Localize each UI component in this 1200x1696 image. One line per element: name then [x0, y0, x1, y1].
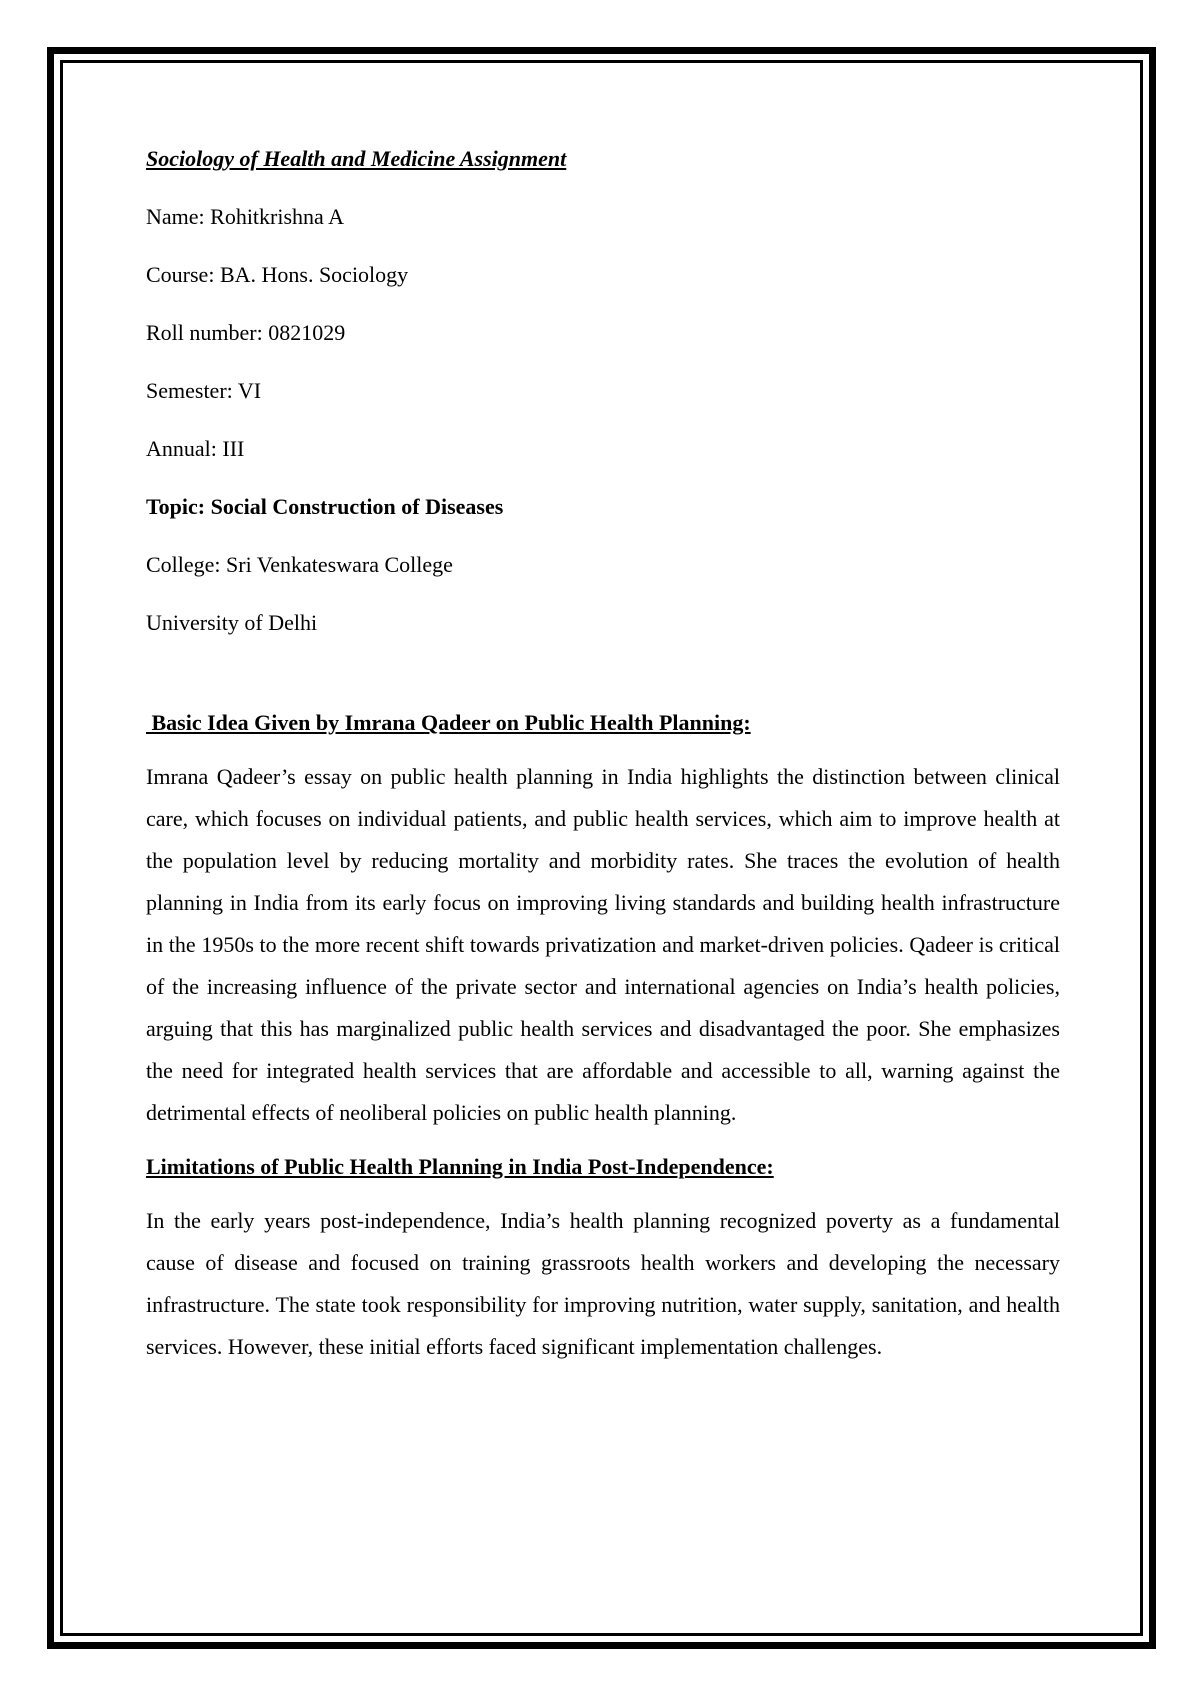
section-heading-basic-idea: Basic Idea Given by Imrana Qadeer on Public Health Planning: — [146, 710, 751, 735]
topic: Topic: Social Construction of Diseases — [146, 494, 504, 519]
section-heading-limitations: Limitations of Public Health Planning in India Post-Independence: — [146, 1154, 774, 1179]
university: University of Delhi — [146, 610, 318, 635]
document-body — [146, 138, 1060, 1380]
semester: Semester: VI — [146, 378, 262, 403]
section-body-limitations: In the early years post-independence, India’s health planning recognized poverty as a fundamental cause of disease and focused on training grassroots health workers and developing the necessary infrastructure. The state took responsibility for improving nutrition, water supply, sanitation, and health services. However, these initial efforts faced significant implementation challenges. — [146, 1208, 1060, 1359]
document-title: Sociology of Health and Medicine Assignment — [146, 146, 567, 171]
course: Course: BA. Hons. Sociology — [146, 262, 409, 287]
annual: Annual: III — [146, 436, 245, 461]
student-name: Name: Rohitkrishna A — [146, 204, 344, 229]
section-body-basic-idea: Imrana Qadeer’s essay on public health planning in India highlights the distinction between clinical care, which focuses on individual patients, and public health services, which aim to improve health at the population level by reducing mortality and morbidity rates. She traces the evolution of health planning in India from its early focus on improving living standards and building health infrastructure in the 1950s to the more recent shift towards privatization and market-driven policies. Qadeer is critical of the increasing influence of the private sector and international agencies on India’s health policies, arguing that this has marginalized public health services and disadvantaged the poor. She emphasizes the need for integrated health services that are affordable and accessible to all, warning against the detrimental effects of neoliberal policies on public health planning. — [146, 764, 1060, 1125]
college: College: Sri Venkateswara College — [146, 552, 453, 577]
roll-number: Roll number: 0821029 — [146, 320, 346, 345]
